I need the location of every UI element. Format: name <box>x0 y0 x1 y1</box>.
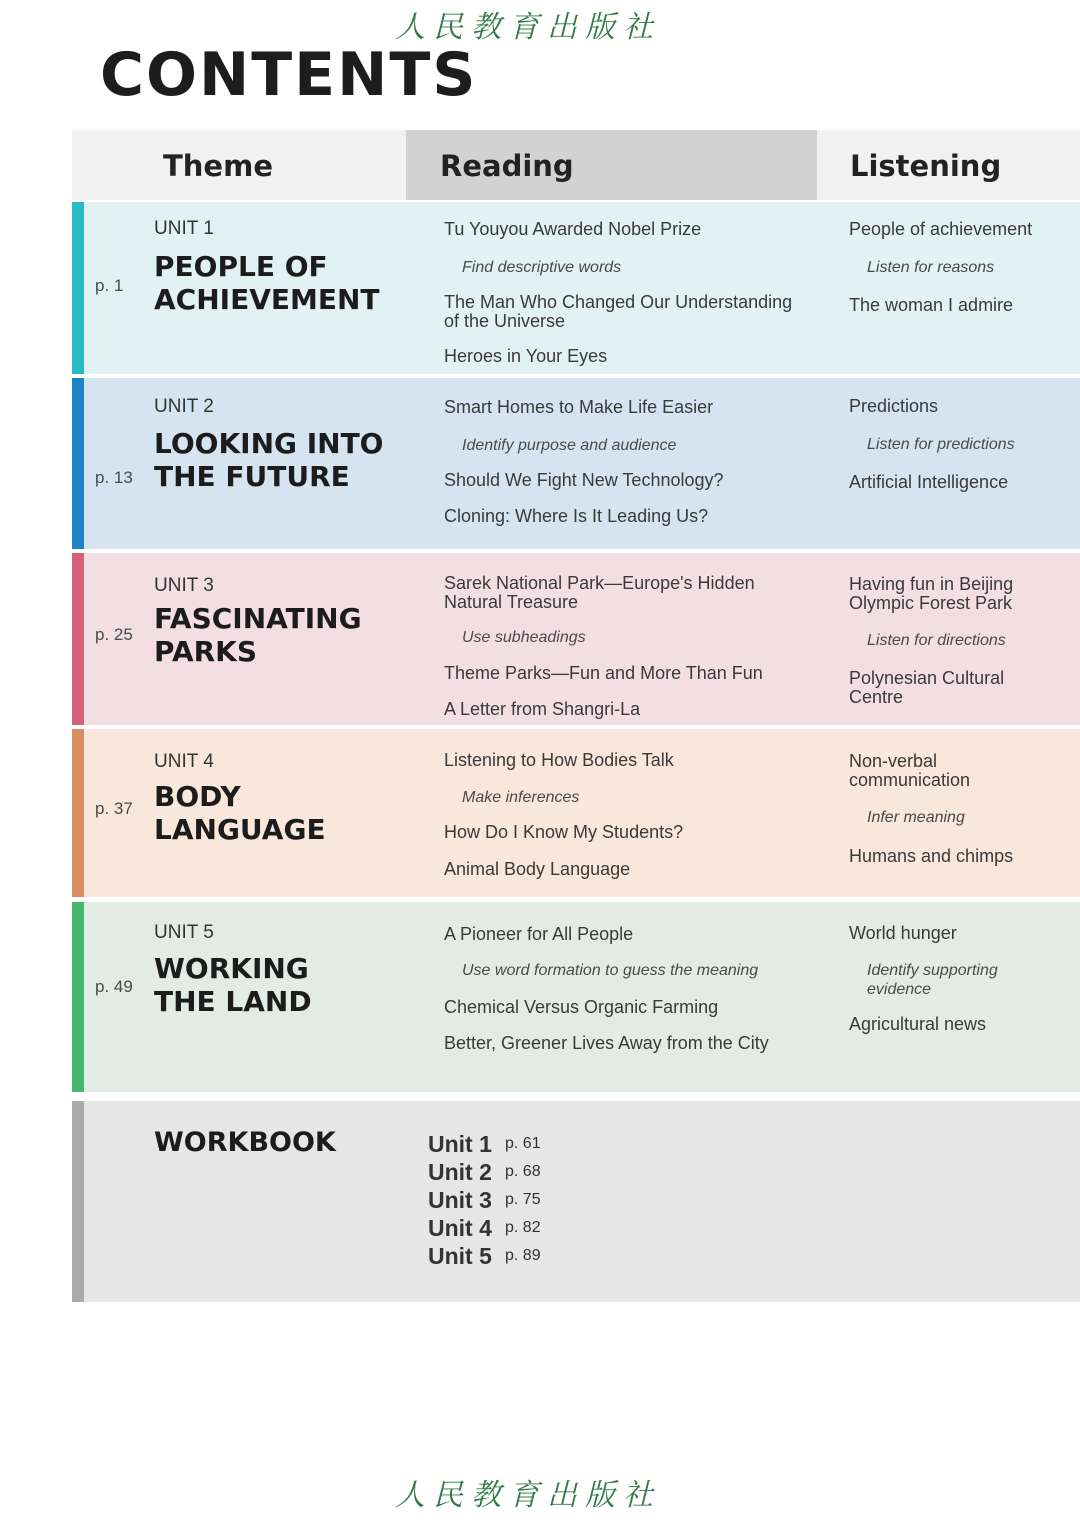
listening-item: People of achievement <box>849 219 1033 239</box>
unit-label: UNIT 1 <box>154 218 214 239</box>
listening-item: Non-verbal communication <box>849 751 971 790</box>
listening-item: Humans and chimps <box>849 846 1014 866</box>
unit-reading-cell <box>406 553 817 725</box>
listening-item: World hunger <box>849 923 957 943</box>
unit-reading-cell <box>406 902 817 1092</box>
reading-skill: Use subheadings <box>462 629 586 646</box>
unit-label: UNIT 4 <box>154 751 214 772</box>
listening-skill: Identify supporting evidence <box>867 962 998 998</box>
reading-item: How Do I Know My Students? <box>444 822 684 842</box>
unit-row-5 <box>72 902 1080 1092</box>
listening-skill: Infer meaning <box>867 809 965 826</box>
listening-item: Predictions <box>849 396 939 416</box>
unit-reading-cell <box>406 729 817 897</box>
reading-skill: Identify purpose and audience <box>462 437 677 454</box>
listening-item: The woman I admire <box>849 295 1014 315</box>
unit-row-2 <box>72 378 1080 549</box>
reading-item: Tu Youyou Awarded Nobel Prize <box>444 219 702 239</box>
unit-title: WORKING THE LAND <box>154 952 312 1018</box>
unit-color-bar <box>72 378 84 549</box>
column-header-theme <box>72 130 406 200</box>
workbook-unit[interactable]: Unit 4 <box>428 1215 492 1241</box>
reading-item: Theme Parks—Fun and More Than Fun <box>444 663 763 683</box>
page-title: CONTENTS <box>100 40 478 110</box>
unit-title: PEOPLE OF ACHIEVEMENT <box>154 250 380 316</box>
unit-label: UNIT 5 <box>154 922 214 943</box>
unit-row-3 <box>72 553 1080 725</box>
unit-color-bar <box>72 902 84 1092</box>
workbook-unit[interactable]: Unit 3 <box>428 1187 492 1213</box>
workbook-page-ref[interactable]: p. 61 <box>505 1135 541 1152</box>
workbook-color-bar <box>72 1101 84 1302</box>
workbook-unit[interactable]: Unit 1 <box>428 1131 492 1157</box>
unit-row-4 <box>72 729 1080 897</box>
unit-color-bar <box>72 553 84 725</box>
reading-item: Smart Homes to Make Life Easier <box>444 397 714 417</box>
unit-color-bar <box>72 729 84 897</box>
unit-listening-cell <box>817 902 1080 1092</box>
listening-item: Agricultural news <box>849 1014 987 1034</box>
unit-row-1 <box>72 202 1080 374</box>
unit-theme-cell <box>84 729 406 897</box>
unit-listening-cell <box>817 378 1080 549</box>
listening-skill: Listen for reasons <box>867 259 995 276</box>
unit-theme-cell <box>84 902 406 1092</box>
reading-item: Chemical Versus Organic Farming <box>444 997 719 1017</box>
unit-title: BODY LANGUAGE <box>154 780 326 846</box>
column-header-listening-label: Listening <box>850 149 1002 183</box>
reading-skill: Make inferences <box>462 789 580 806</box>
publisher-logo-footer: 人民教育出版社 <box>395 1478 661 1513</box>
column-header-reading <box>406 130 817 200</box>
workbook-title: WORKBOOK <box>154 1127 336 1158</box>
unit-theme-cell <box>84 202 406 374</box>
reading-item: Heroes in Your Eyes <box>444 346 608 366</box>
unit-listening-cell <box>817 729 1080 897</box>
unit-title: LOOKING INTO THE FUTURE <box>154 427 384 493</box>
workbook-unit[interactable]: Unit 2 <box>428 1159 492 1185</box>
reading-item: Sarek National Park—Europe's Hidden Natural Treasure <box>444 573 755 612</box>
unit-page-ref[interactable]: p. 37 <box>95 799 133 818</box>
listening-item: Artificial Intelligence <box>849 472 1009 492</box>
reading-item: Better, Greener Lives Away from the City <box>444 1033 769 1053</box>
column-header-listening <box>817 130 1080 200</box>
column-header-reading-label: Reading <box>440 149 574 183</box>
unit-page-ref[interactable]: p. 13 <box>95 468 133 487</box>
workbook-section <box>72 1101 1080 1302</box>
listening-skill: Listen for directions <box>867 632 1006 649</box>
listening-skill: Listen for predictions <box>867 436 1015 453</box>
unit-page-ref[interactable]: p. 49 <box>95 977 133 996</box>
workbook-page-ref[interactable]: p. 68 <box>505 1163 541 1180</box>
unit-color-bar <box>72 202 84 374</box>
workbook-page-ref[interactable]: p. 75 <box>505 1191 541 1208</box>
reading-skill: Use word formation to guess the meaning <box>462 962 759 979</box>
workbook-unit[interactable]: Unit 5 <box>428 1243 492 1269</box>
reading-item: Should We Fight New Technology? <box>444 470 724 490</box>
listening-item: Having fun in Beijing Olympic Forest Park <box>849 574 1014 613</box>
reading-item: Cloning: Where Is It Leading Us? <box>444 506 709 526</box>
unit-listening-cell <box>817 202 1080 374</box>
unit-page-ref[interactable]: p. 25 <box>95 625 133 644</box>
reading-item: The Man Who Changed Our Understanding of the Universe <box>444 292 793 331</box>
reading-item: Animal Body Language <box>444 859 631 879</box>
unit-reading-cell <box>406 202 817 374</box>
reading-item: Listening to How Bodies Talk <box>444 750 674 770</box>
unit-label: UNIT 3 <box>154 575 214 596</box>
unit-theme-cell <box>84 378 406 549</box>
workbook-page-ref[interactable]: p. 82 <box>505 1219 541 1236</box>
unit-page-ref[interactable]: p. 1 <box>95 276 124 295</box>
unit-listening-cell <box>817 553 1080 725</box>
reading-item: A Letter from Shangri-La <box>444 699 641 719</box>
listening-item: Polynesian Cultural Centre <box>849 668 1005 707</box>
unit-label: UNIT 2 <box>154 396 214 417</box>
publisher-logo: 人民教育出版社 <box>395 10 661 45</box>
column-header-theme-label: Theme <box>163 149 273 183</box>
reading-item: A Pioneer for All People <box>444 924 634 944</box>
reading-skill: Find descriptive words <box>462 259 622 276</box>
workbook-page-ref[interactable]: p. 89 <box>505 1247 541 1264</box>
unit-reading-cell <box>406 378 817 549</box>
unit-title: FASCINATING PARKS <box>154 602 362 668</box>
unit-theme-cell <box>84 553 406 725</box>
